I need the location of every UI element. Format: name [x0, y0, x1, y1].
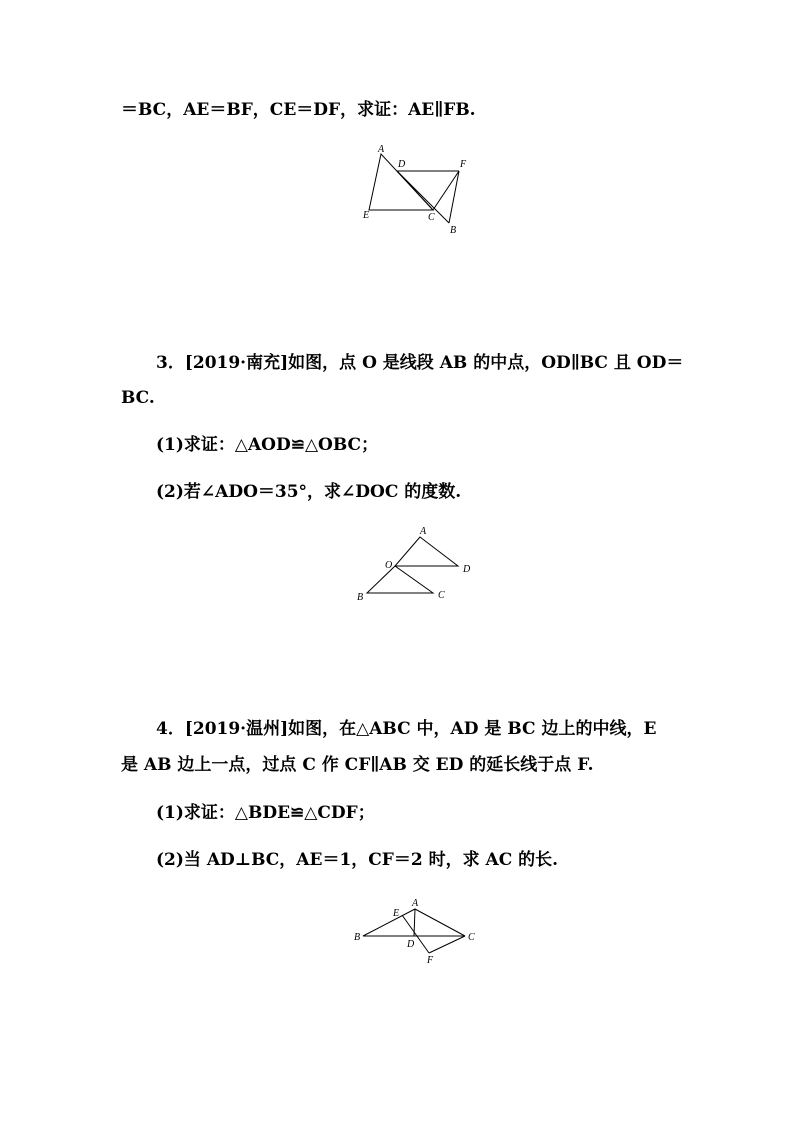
problem4-stem-line1: 4．[2019·温州]如图，在△ABC 中，AD 是 BC 边上的中线，E — [156, 719, 657, 739]
problem4-part1: (1)求证：△BDE≌△CDF； — [156, 803, 375, 823]
fig4-label-b: B — [354, 932, 361, 943]
fig3-label-o: O — [385, 560, 393, 571]
problem3-part1: (1)求证：△AOD≌△OBC； — [156, 435, 379, 455]
problem3-figure — [350, 522, 480, 606]
fig4-label-d: D — [407, 939, 415, 950]
fig3-triangle-aod — [395, 537, 458, 566]
problem2-text-line: ＝BC，AE＝BF，CE＝DF，求证：AE∥FB. — [121, 100, 476, 120]
fig3-label-d: D — [463, 564, 471, 575]
problem3-stem-line1: 3．[2019·南充]如图，点 O 是线段 AB 的中点，OD∥BC 且 OD＝ — [156, 353, 684, 373]
fig3-label-a: A — [420, 526, 427, 537]
fig2-label-f: F — [460, 159, 467, 170]
fig2-label-b: B — [450, 225, 457, 236]
problem4-part2: (2)当 AD⊥BC，AE＝1，CF＝2 时，求 AC 的长. — [156, 850, 559, 870]
fig4-label-c: C — [468, 932, 475, 943]
problem2-figure — [355, 140, 475, 240]
fig3-label-b: B — [357, 592, 364, 603]
fig2-label-a: A — [378, 144, 385, 155]
problem4-figure — [345, 895, 490, 970]
fig2-label-e: E — [363, 210, 370, 221]
fig2-label-d: D — [398, 159, 406, 170]
fig4-label-e: E — [393, 908, 400, 919]
problem3-stem-line2: BC. — [121, 388, 155, 408]
fig4-segment-cf — [429, 936, 465, 953]
fig3-triangle-obc — [367, 566, 433, 593]
fig2-label-c: C — [428, 212, 435, 223]
fig3-label-c: C — [438, 590, 445, 601]
problem4-stem-line2: 是 AB 边上一点，过点 C 作 CF∥AB 交 ED 的延长线于点 F. — [121, 755, 594, 775]
fig4-label-a: A — [412, 898, 419, 909]
fig4-label-f: F — [427, 955, 434, 966]
problem3-part2: (2)若∠ADO＝35°，求∠DOC 的度数. — [156, 482, 462, 502]
